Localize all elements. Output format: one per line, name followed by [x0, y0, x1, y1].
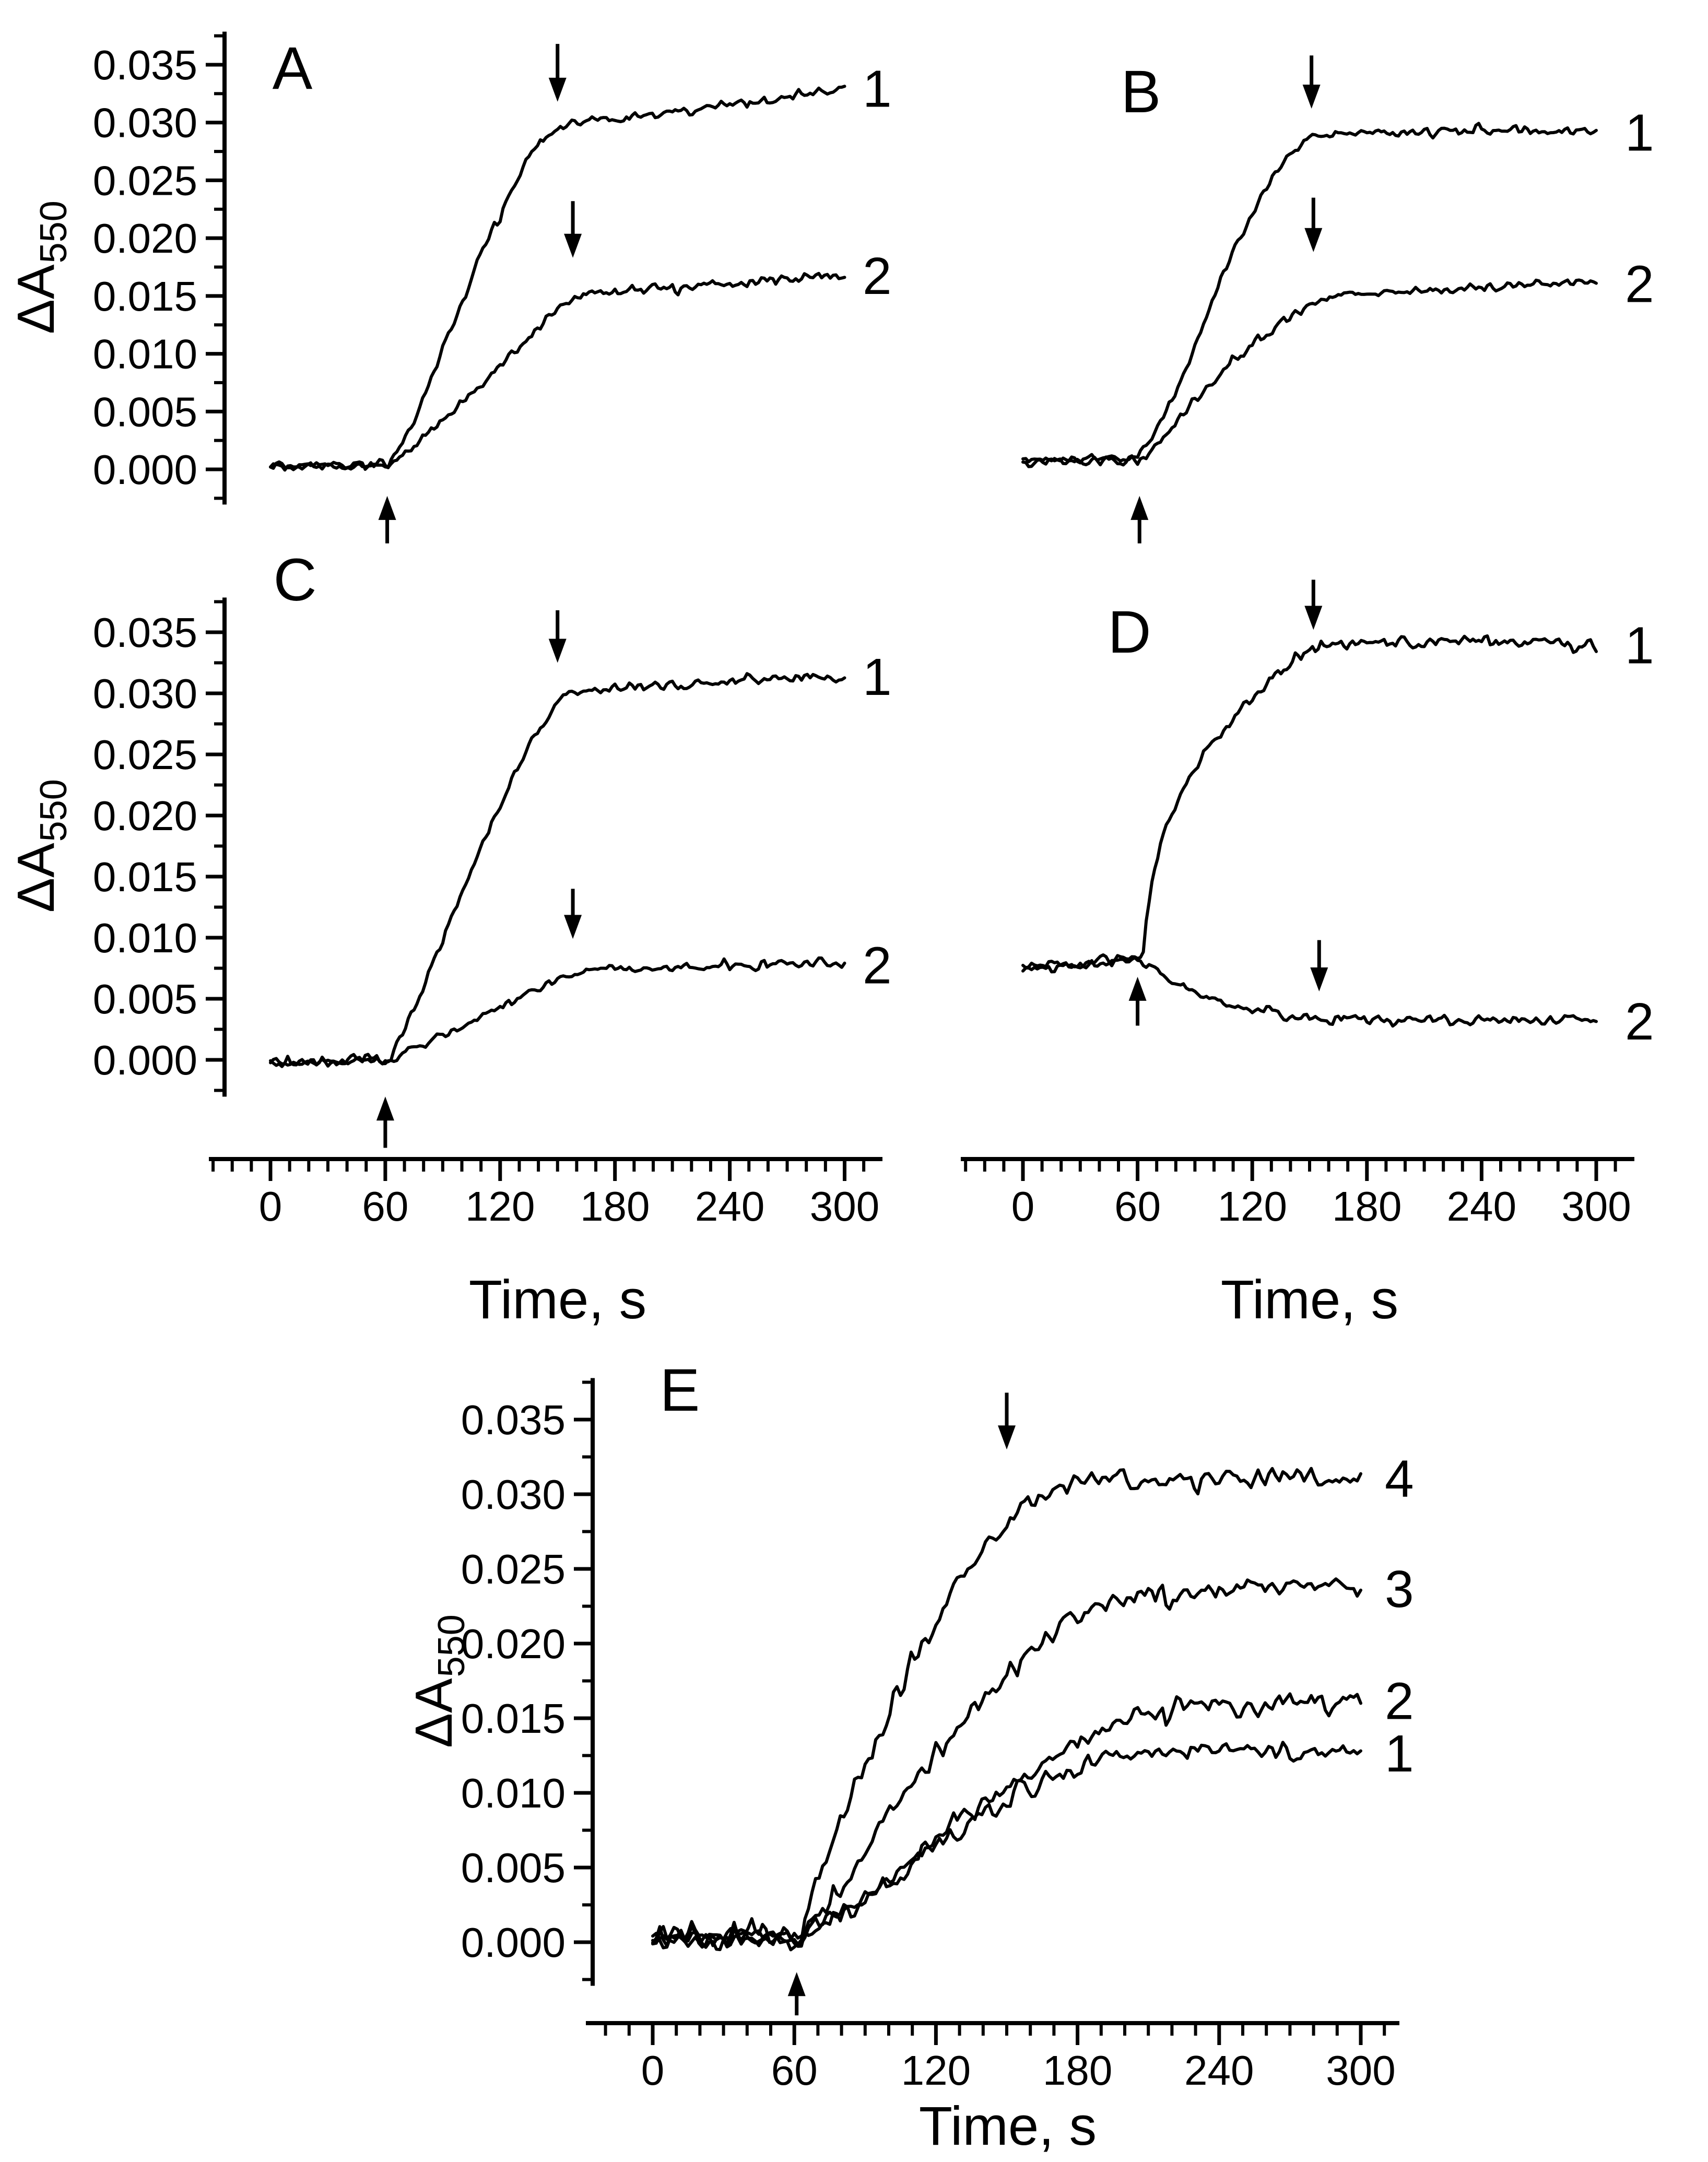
x-tick-label: 120 — [1217, 1183, 1287, 1230]
x-tick-label: 300 — [809, 1183, 880, 1230]
y-tick-label: 0.000 — [461, 1919, 566, 1966]
x-tick-label: 120 — [465, 1183, 535, 1230]
panel-letter-c: C — [273, 547, 317, 613]
y-tick-label: 0.005 — [92, 388, 197, 435]
trace-b-2 — [1023, 280, 1596, 466]
x-axis-title: Time, s — [1220, 1269, 1399, 1330]
x-tick-label: 120 — [901, 2047, 971, 2094]
curve-label-1: 1 — [863, 648, 892, 707]
curve-label-2: 2 — [863, 936, 892, 995]
curve-label-2: 2 — [1625, 993, 1654, 1052]
curve-label-2: 2 — [863, 246, 892, 305]
curve-label-1: 1 — [1385, 1724, 1414, 1783]
trace-d-2 — [1023, 958, 1596, 1026]
curve-label-4: 4 — [1385, 1449, 1414, 1508]
trace-c-1 — [270, 674, 845, 1066]
x-tick-label: 240 — [1184, 2047, 1254, 2094]
y-tick-label: 0.035 — [92, 41, 197, 88]
trace-e-1 — [653, 1742, 1361, 1950]
trace-b-1 — [1023, 123, 1596, 463]
trace-e-3 — [653, 1579, 1361, 1950]
y-tick-label: 0.030 — [92, 670, 197, 717]
y-tick-label: 0.025 — [461, 1546, 566, 1592]
panel-d — [961, 580, 1654, 1330]
curve-label-1: 1 — [1625, 103, 1654, 162]
y-axis-label-main: ΔA — [7, 264, 65, 334]
y-tick-label: 0.030 — [92, 99, 197, 146]
curve-label-3: 3 — [1385, 1560, 1414, 1619]
y-tick-label: 0.015 — [92, 854, 197, 900]
y-axis-label — [7, 779, 75, 913]
panel-a — [7, 32, 892, 544]
x-tick-label: 240 — [694, 1183, 765, 1230]
panel-b — [1023, 55, 1654, 543]
down-arrow-head — [1304, 606, 1322, 630]
y-tick-label: 0.000 — [92, 1037, 197, 1083]
x-tick-label: 180 — [1042, 2047, 1113, 2094]
y-axis-label-main: ΔA — [7, 843, 65, 913]
x-tick-label: 60 — [362, 1183, 409, 1230]
x-tick-label: 240 — [1446, 1183, 1517, 1230]
trace-c-2 — [270, 958, 845, 1066]
x-tick-label: 300 — [1561, 1183, 1631, 1230]
trace-d-1 — [1023, 636, 1596, 968]
x-tick-label: 60 — [1114, 1183, 1161, 1230]
up-arrow-head — [1129, 977, 1147, 1001]
y-tick-label: 0.035 — [461, 1397, 566, 1443]
curve-label-2: 2 — [1625, 255, 1654, 314]
x-tick-label: 180 — [1332, 1183, 1402, 1230]
down-arrow-head — [564, 234, 582, 258]
panel-letter-b: B — [1121, 58, 1161, 125]
y-tick-label: 0.020 — [92, 215, 197, 262]
trace-e-4 — [653, 1469, 1361, 1946]
y-axis-label — [7, 200, 75, 334]
panel-e — [405, 1357, 1414, 2157]
y-tick-label: 0.005 — [92, 976, 197, 1022]
curve-label-2: 2 — [1385, 1672, 1414, 1731]
up-arrow-head — [1130, 496, 1148, 520]
x-axis-title: Time, s — [918, 2096, 1097, 2157]
panel-letter-a: A — [272, 35, 313, 102]
y-tick-label: 0.020 — [92, 793, 197, 839]
y-axis-label-sub: 550 — [33, 779, 75, 842]
panel-c — [7, 547, 892, 1330]
y-axis-label-sub: 550 — [33, 200, 75, 264]
x-tick-label: 300 — [1326, 2047, 1396, 2094]
x-tick-label: 60 — [771, 2047, 818, 2094]
trace-a-2 — [270, 274, 845, 470]
curve-label-1: 1 — [863, 60, 892, 119]
down-arrow-head — [1310, 967, 1328, 991]
y-tick-label: 0.015 — [92, 273, 197, 320]
y-axis-label — [405, 1614, 473, 1748]
y-tick-label: 0.015 — [461, 1695, 566, 1742]
y-axis-label-sub: 550 — [431, 1614, 473, 1677]
x-tick-label: 0 — [1011, 1183, 1035, 1230]
trace-e-2 — [653, 1694, 1361, 1947]
panel-letter-d: D — [1108, 599, 1151, 666]
x-tick-label: 180 — [580, 1183, 650, 1230]
y-tick-label: 0.020 — [461, 1621, 566, 1667]
trace-a-1 — [270, 86, 845, 469]
down-arrow-head — [564, 915, 582, 939]
y-tick-label: 0.000 — [92, 446, 197, 493]
up-arrow-head — [788, 1972, 806, 1996]
down-arrow-head — [549, 639, 567, 663]
y-tick-label: 0.010 — [461, 1770, 566, 1816]
y-tick-label: 0.025 — [92, 731, 197, 778]
up-arrow-head — [379, 496, 396, 520]
y-tick-label: 0.010 — [92, 915, 197, 961]
down-arrow-head — [1303, 85, 1321, 109]
y-axis-label-main: ΔA — [405, 1678, 463, 1748]
up-arrow-head — [376, 1096, 394, 1120]
y-tick-label: 0.025 — [92, 157, 197, 204]
down-arrow-head — [998, 1425, 1016, 1449]
curve-label-1: 1 — [1625, 616, 1654, 675]
y-tick-label: 0.005 — [461, 1845, 566, 1891]
panel-letter-e: E — [659, 1357, 700, 1424]
y-tick-label: 0.010 — [92, 330, 197, 377]
y-tick-label: 0.030 — [461, 1471, 566, 1518]
x-tick-label: 0 — [258, 1183, 282, 1230]
down-arrow-head — [549, 78, 567, 102]
down-arrow-head — [1304, 228, 1322, 252]
y-tick-label: 0.035 — [92, 609, 197, 656]
x-axis-title: Time, s — [468, 1269, 647, 1330]
x-tick-label: 0 — [641, 2047, 665, 2094]
